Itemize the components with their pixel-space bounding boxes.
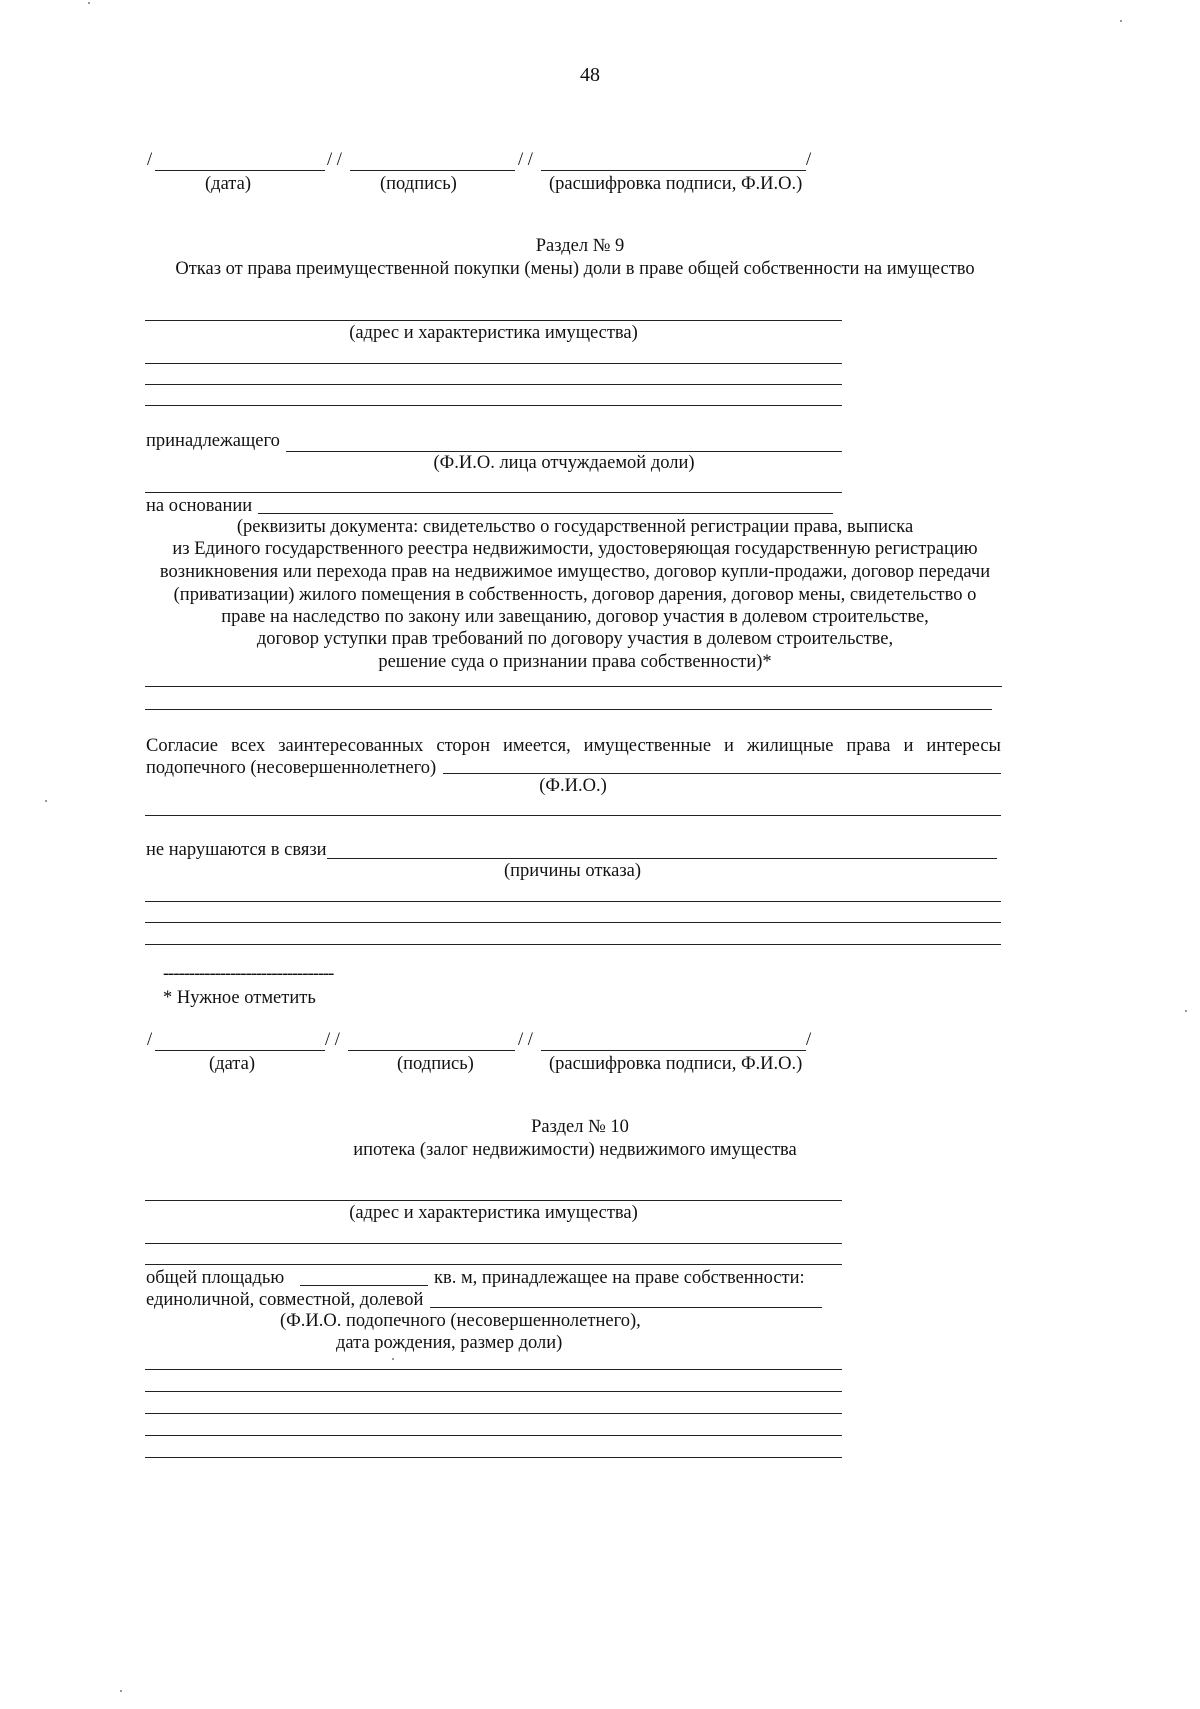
basis-caption-line: праве на наследство по закону или завещанию, договор участия в долевом строительстве, — [221, 607, 929, 627]
signature-caption: (подпись) — [397, 1054, 474, 1074]
blank-line — [145, 901, 1001, 902]
fio-caption: (Ф.И.О.) — [539, 776, 607, 796]
basis-caption-line: возникновения или перехода прав на недвижимое имущество, договор купли-продажи, договор передачи — [159, 562, 991, 582]
slash: / — [806, 150, 812, 170]
ward-caption: (Ф.И.О. подопечного (несовершеннолетнего), — [280, 1311, 641, 1331]
date-line — [155, 170, 325, 171]
belonging-label: принадлежащего — [146, 431, 280, 451]
address-caption: (адрес и характеристика имущества) — [349, 323, 638, 343]
slash: / / — [325, 1030, 340, 1050]
blank-line — [145, 363, 842, 364]
slash: / — [147, 1030, 153, 1050]
decoding-caption: (расшифровка подписи, Ф.И.О.) — [549, 174, 803, 194]
basis-caption-line: решение суда о признании права собственности)* — [378, 652, 772, 672]
basis-caption-line: (приватизации) жилого помещения в собственность, договор дарения, договор мены, свидетельство о — [173, 585, 977, 605]
violation-label: не нарушаются в связи — [146, 840, 327, 860]
basis-caption-line: договор уступки прав требований по договору участия в долевом строительстве, — [256, 629, 894, 649]
slash: / / — [518, 1030, 533, 1050]
section-title: ипотека (залог недвижимости) недвижимого имущества — [353, 1140, 797, 1160]
address-line — [145, 320, 842, 321]
blank-line — [145, 1391, 842, 1392]
consent-text: Согласие всех заинтересованных сторон имеется, имущественные и жилищные права и интересы — [146, 736, 1001, 756]
scan-speck — [120, 1690, 122, 1692]
date-caption: (дата) — [205, 174, 251, 194]
date-caption: (дата) — [209, 1054, 255, 1074]
scan-speck — [1120, 20, 1122, 22]
section-heading: Раздел № 10 — [531, 1117, 629, 1137]
blank-line — [145, 1243, 842, 1244]
basis-caption-line: (реквизиты документа: свидетельство о государственной регистрации права, выписка — [236, 517, 914, 537]
footnote-rule: --------------------------------- — [163, 964, 334, 984]
slash: / / — [518, 150, 533, 170]
scan-speck — [1185, 1010, 1187, 1012]
decoding-line — [541, 1050, 806, 1051]
page-number: 48 — [580, 64, 600, 86]
blank-line — [145, 1413, 842, 1414]
ownership-label: единоличной, совместной, долевой — [146, 1290, 424, 1310]
blank-line — [145, 492, 842, 493]
ward-fio-line — [443, 773, 1001, 774]
area-unit-text: кв. м, принадлежащее на праве собственности: — [434, 1268, 805, 1288]
blank-line — [145, 922, 1001, 923]
blank-line — [145, 1369, 842, 1370]
blank-line — [145, 815, 1001, 816]
section-title: Отказ от права преимущественной покупки (мены) доли в праве общей собственности на имущество — [175, 259, 975, 279]
signature-caption: (подпись) — [380, 174, 457, 194]
ward-caption: дата рождения, размер доли) — [336, 1333, 563, 1353]
area-value-line — [300, 1285, 428, 1286]
basis-caption-line: из Единого государственного реестра недвижимости, удостоверяющая государственную регистрацию — [172, 539, 978, 559]
footnote: * Нужное отметить — [163, 988, 316, 1008]
blank-line — [145, 384, 842, 385]
reasons-caption: (причины отказа) — [503, 861, 642, 881]
blank-line — [145, 944, 1001, 945]
blank-line — [145, 1435, 842, 1436]
blank-line — [145, 1457, 842, 1458]
blank-line — [145, 686, 1002, 687]
signature-line — [348, 1050, 515, 1051]
blank-line — [145, 1264, 842, 1265]
ward-line — [430, 1307, 822, 1308]
consent-text-ward: подопечного (несовершеннолетнего) — [146, 758, 437, 778]
blank-line — [145, 709, 992, 710]
owner-caption: (Ф.И.О. лица отчуждаемой доли) — [433, 453, 695, 473]
section-heading: Раздел № 9 — [535, 236, 625, 256]
slash: / / — [327, 150, 342, 170]
decoding-caption: (расшифровка подписи, Ф.И.О.) — [549, 1054, 803, 1074]
date-line — [155, 1050, 325, 1051]
address-line — [145, 1200, 842, 1201]
scan-speck — [392, 1358, 394, 1360]
basis-line — [258, 513, 833, 514]
scan-speck — [45, 800, 47, 802]
slash: / — [147, 150, 153, 170]
slash: / — [806, 1030, 812, 1050]
address-caption: (адрес и характеристика имущества) — [349, 1203, 638, 1223]
blank-line — [145, 405, 842, 406]
basis-label: на основании — [146, 496, 253, 516]
reasons-line — [327, 858, 997, 859]
scan-speck — [88, 2, 90, 4]
area-label: общей площадью — [146, 1268, 285, 1288]
signature-line — [350, 170, 515, 171]
decoding-line — [541, 170, 806, 171]
